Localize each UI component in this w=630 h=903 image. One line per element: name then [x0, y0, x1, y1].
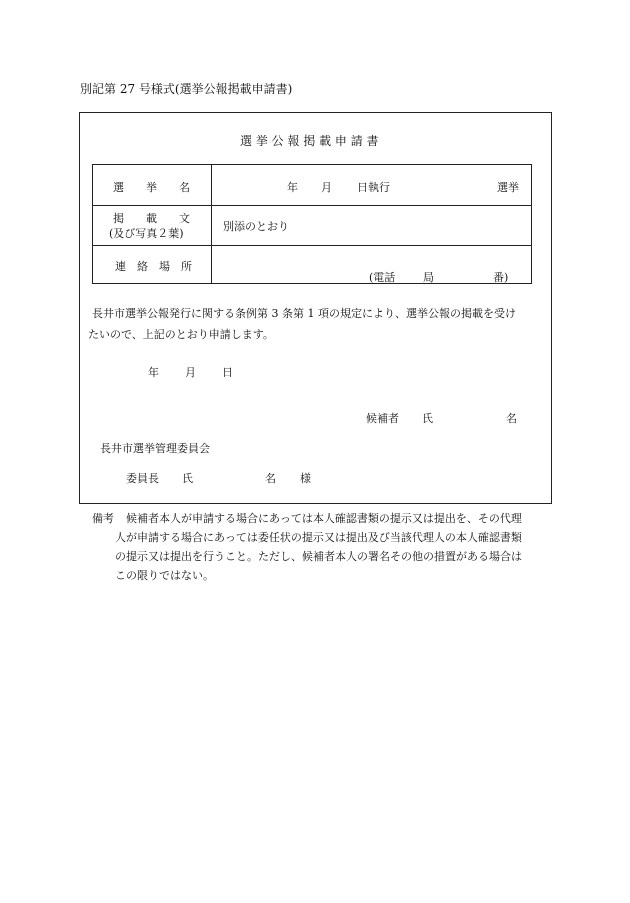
- remarks-heading: 備考: [92, 512, 114, 525]
- election-suffix-label: 選挙: [497, 181, 519, 194]
- date-year-label: 年: [148, 366, 159, 379]
- publication-label-line1: 掲 載 文: [113, 212, 190, 225]
- election-year-label: 年: [287, 181, 298, 194]
- addressee-mei-label: 名: [265, 472, 276, 485]
- entry-table: [92, 164, 532, 284]
- addressee-honorific: 様: [300, 472, 311, 485]
- statement-line1: 長井市選挙公報発行に関する条例第 3 条第 1 項の規定により、選挙公報の掲載を受け: [92, 307, 516, 320]
- phone-exchange-label: 局: [423, 271, 434, 284]
- addressee-shi-label: 氏: [182, 472, 193, 485]
- addressee-organization: 長井市選挙管理委員会: [100, 442, 210, 455]
- table-column-divider: [211, 165, 212, 283]
- election-day-label: 日執行: [357, 181, 390, 194]
- table-row-divider: [93, 205, 531, 206]
- remarks-line1: 候補者本人が申請する場合にあっては本人確認書類の提示又は提出を、その代理: [126, 512, 522, 525]
- remarks-line2: 人が申請する場合にあっては委任状の提示又は提出及び当該代理人の本人確認書類: [115, 531, 522, 544]
- addressee-title: 委員長: [126, 472, 159, 485]
- publication-label-line2: (及び写真２葉): [109, 227, 184, 240]
- remarks-line4: この限りではない。: [115, 569, 214, 582]
- election-month-label: 月: [321, 181, 332, 194]
- candidate-mei-label: 名: [506, 412, 517, 425]
- table-row-divider: [93, 245, 531, 246]
- publication-value: 別添のとおり: [223, 220, 289, 233]
- form-title: 選 挙 公 報 掲 載 申 請 書: [240, 134, 379, 148]
- candidate-label: 候補者: [366, 412, 399, 425]
- phone-number-label: 番): [493, 271, 509, 284]
- contact-label: 連 絡 場 所: [115, 260, 192, 273]
- phone-open-label: (電話: [369, 271, 396, 284]
- remarks-line3: の提示又は提出を行うこと。ただし、候補者本人の署名その他の措置がある場合は: [115, 550, 522, 563]
- statement-line2: たいので、上記のとおり申請します。: [88, 328, 274, 341]
- election-name-label: 選 挙 名: [113, 181, 190, 194]
- date-month-label: 月: [185, 366, 196, 379]
- date-day-label: 日: [222, 366, 233, 379]
- candidate-shi-label: 氏: [422, 412, 433, 425]
- form-number: 別記第 27 号様式(選挙公報掲載申請書): [80, 82, 293, 96]
